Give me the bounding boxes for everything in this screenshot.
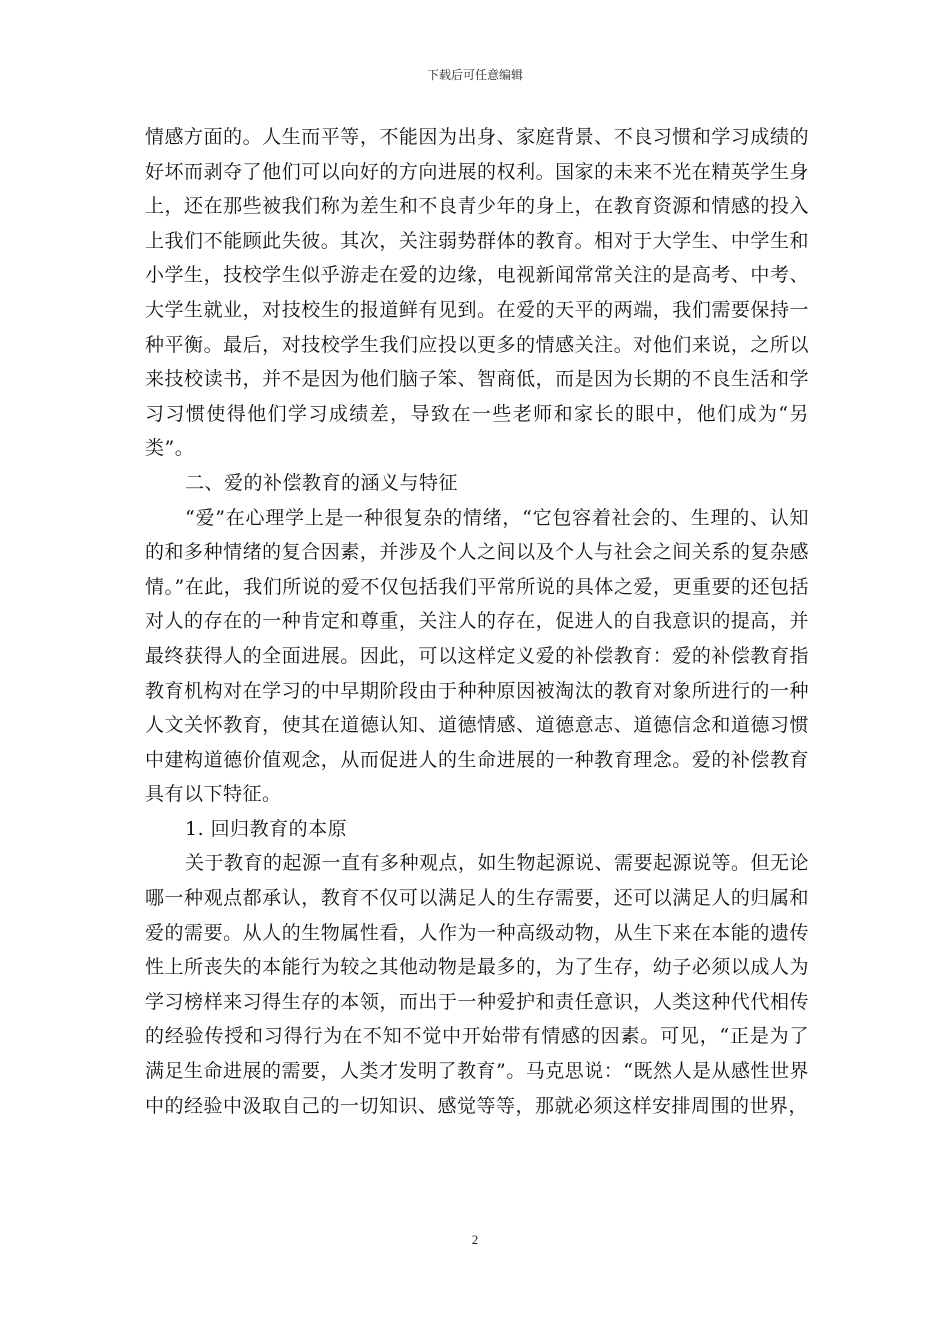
paragraph-origin: 关于教育的起源一直有多种观点，如生物起源说、需要起源说等。但无论哪一种观点都承认，教育不仅可以满足人的生存需要，还可以满足人的归属和爱的需要。从人的生物属性看，人作为一种高级动物，从生下来在本能的遗传性上所丧失的本能行为较之其他动物是最多的，为了生存，幼子必须以成人为学习榜样来习得生存的本领，而出于一种爱护和责任意识，人类这种代代相传的经验传授和习得行为在不知不觉中开始带有情感的因素。可见，“正是为了满足生命进展的需要，人类才发明了教育”。马克思说：“既然人是从感性世界中的经验中汲取自己的一切知识、感觉等等，那就必须这样安排周围的世界， — [145, 852, 810, 1117]
subsection-heading: 1. 回归教育的本原 — [185, 817, 348, 840]
paragraph-continuation: 情感方面的。人生而平等，不能因为出身、家庭背景、不良习惯和学习成绩的好坏而剥夺了他们可以向好的方向进展的权利。国家的未来不光在精英学生身上，还在那些被我们称为差生和不良青少年的身上，在教育资源和情感的投入上我们不能顾此失彼。其次，关注弱势群体的教育。相对于大学生、中学生和小学生，技校学生似乎游走在爱的边缘，电视新闻常常关注的是高考、中考、大学生就业，对技校生的报道鲜有见到。在爱的天平的两端，我们需要保持一种平衡。最后，对技校学生我们应投以更多的情感关注。对他们来说，之所以来技校读书，并不是因为他们脑子笨、智商低，而是因为长期的不良生活和学习习惯使得他们学习成绩差，导致在一些老师和家长的眼中，他们成为“另类”。 — [145, 126, 809, 460]
paragraph-definition: “爱”在心理学上是一种很复杂的情绪，“它包容着社会的、生理的、认知的和多种情绪的复合因素，并涉及个人之间以及个人与社会之间关系的复杂感情。”在此，我们所说的爱不仅包括我们平常所说的具体之爱，更重要的还包括对人的存在的一种肯定和尊重，关注人的存在，促进人的自我意识的提高，并最终获得人的全面进展。因此，可以这样定义爱的补偿教育：爱的补偿教育指教育机构对在学习的中早期阶段由于种种原因被淘汰的教育对象所进行的一种人文关怀教育，使其在道德认知、道德情感、道德意志、道德信念和道德习惯中建构道德价值观念，从而促进人的生命进展的一种教育理念。爱的补偿教育具有以下特征。 — [145, 506, 809, 806]
page-number: 2 — [471, 1232, 479, 1247]
document-body — [145, 120, 809, 1123]
page-header: 下载后可任意编辑 — [426, 68, 523, 82]
section-heading: 二、爱的补偿教育的涵义与特征 — [185, 471, 459, 494]
